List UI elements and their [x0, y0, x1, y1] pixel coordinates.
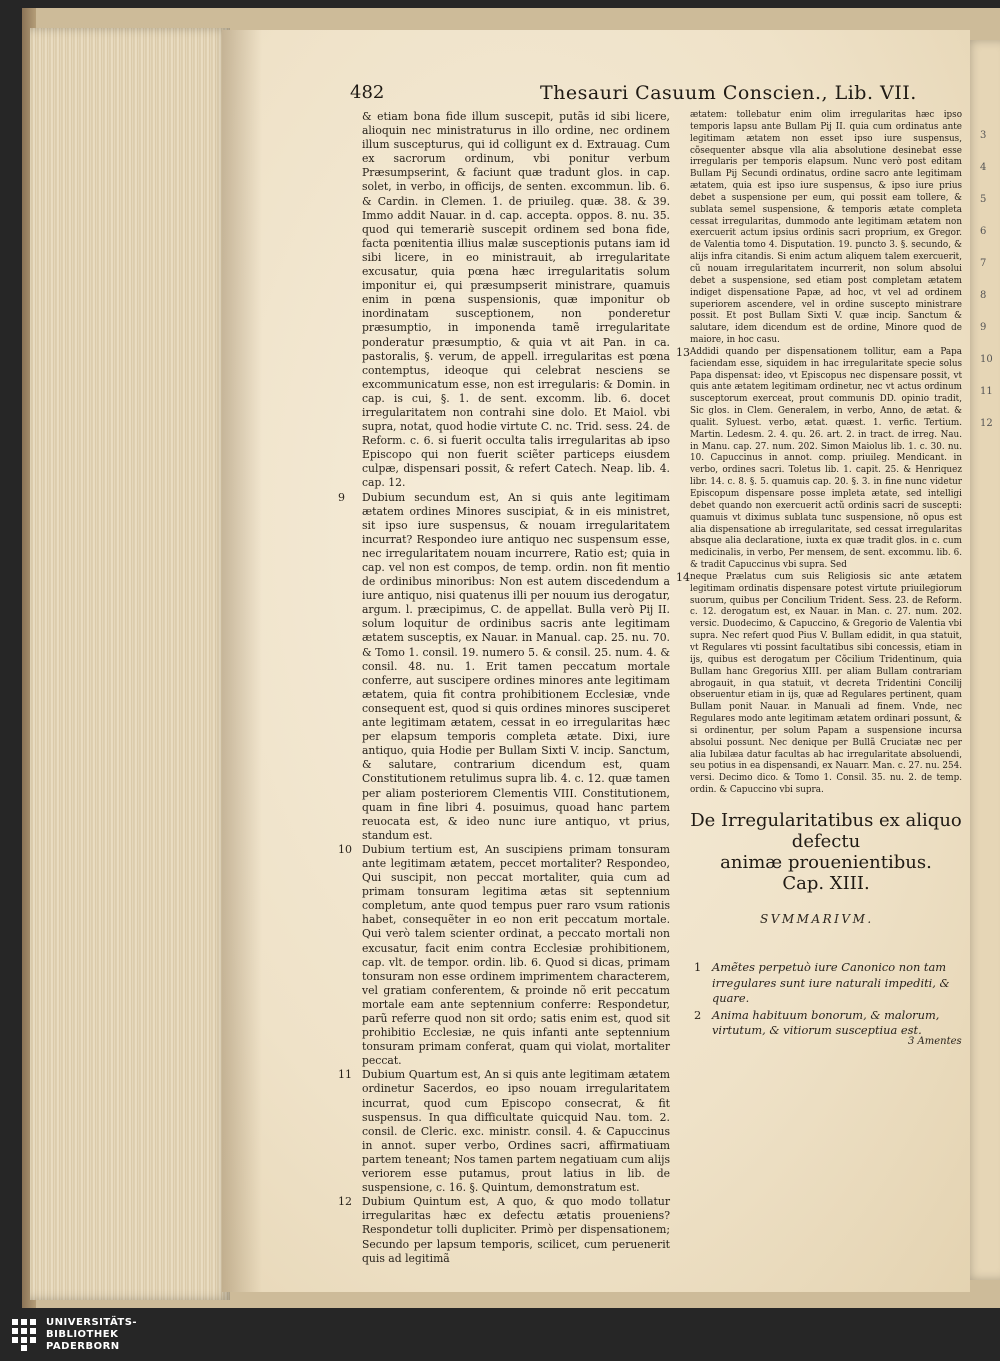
summary-list [694, 960, 962, 1040]
paragraph [676, 345, 962, 572]
summary-number: 2 [694, 1007, 702, 1022]
paragraph-text: Dubium tertium est, An suscipiens primam tonsuram ante legitimam ætatem, peccet mortaliter? Respondeo, Qui suscipit, non peccat mortaliter, quia cum ad primam tonsuram legitima ætas sit septennium completum, ante quod tempus puer raro vsum rationis habet, consequẽter in eo non erit peccatum mortale. Qui verò talem scienter ordinat, a peccato mortali non excusatur, facit enim contra Ecclesiæ prohibitionem, cap. vlt. de tempor. ordin. lib. 6. Quod si dicas, primam tonsuram non esse ordinem imprimentem characterem, vel gratiam conferentem, & proinde nõ erit peccatum mortale eam ante septennium conferre: Respondetur, parũ referre quod non sit ordo; satis enim est, quod sit prohibitio Ecclesiæ, ne quis infanti ante septennium tonsuram primam conferat, quam qui violat, mortaliter peccat. [362, 842, 670, 1068]
gutter-shadow [222, 30, 262, 1292]
page-number: 482 [350, 82, 385, 103]
chapter-title-line-2: animæ prouenientibus. [720, 852, 932, 873]
library-name: UNIVERSITÄTS- BIBLIOTHEK PADERBORN [46, 1317, 138, 1352]
paragraph [338, 490, 670, 843]
paragraph-text: Dubium secundum est, An si quis ante legitimam ætatem ordines Minores suscipiat, & in eis ministret, sit ipso iure suspensus, & nouam irregularitatem incurrat? Respondeo iure antiquo nec suspensum esse, nec irregularitatem nouam incurrere, Ratio est; quia in cap. vel non est compos, de temp. ordin. non fit mentio de ordinibus minoribus: Non est autem discedendum a iure antiquo, nisi quatenus illi per nouum ius derogatur, argum. l. præcipimus, C. de appellat. Bulla verò Pij II. solum loquitur de ordinibus sacris ante legitimam ætatem susceptis, ex Nauar. in Manual. cap. 25. nu. 70. & Tomo 1. consil. 19. numero 5. & consil. 25. num. 4. & consil. 48. nu. 1. Erit tamen peccatum mortale conferre, aut suscipere ordines minores ante legitimam ætatem, quia fit contra prohibitionem Ecclesiæ, vnde consequent est, quod si quis ordines minores susciperet ante legitimam ætatem, cessat in eo irregularitas hæc per elapsum temporis completa ætate. Dixi, iure antiquo, quia Hodie per Bullam Sixti V. incip. Sanctum, & salutare, contrarium dicendum est, quam Constitutionem retulimus supra lib. 4. c. 12. quæ tamen per aliam posteriorem Clementis VIII. Constitutionem, quam in fine libri 4. posuimus, quoad hanc partem reuocata est, & ideo nunc iure antiquo, vt prius, standum est. [362, 490, 670, 842]
margin-number: 9 [338, 490, 345, 504]
paragraph [676, 570, 962, 797]
facing-page-margin-number: 5 [980, 194, 987, 205]
left-column [338, 110, 670, 1266]
chapter-number: Cap. XIII. [782, 873, 870, 894]
summary-text: Amẽtes perpetuò iure Canonico non tam irregulares sunt iure naturali impediti, & quare. [712, 960, 950, 1005]
facing-page-margin-number: 7 [980, 258, 987, 269]
right-column [676, 110, 962, 797]
summary-heading: SVMMARIVM. [760, 912, 874, 926]
paragraph [338, 1068, 670, 1195]
running-title: Thesauri Casuum Conscien., Lib. VII. [540, 82, 917, 104]
margin-number: 10 [338, 842, 352, 856]
catchword: 3 Amentes [908, 1036, 962, 1047]
summary-number: 1 [694, 960, 702, 974]
facing-page-margin-number: 10 [980, 354, 993, 365]
summary-item [694, 1007, 962, 1039]
margin-number: 12 [338, 1195, 352, 1209]
facing-page-margin-number: 9 [980, 322, 987, 333]
margin-number: 11 [338, 1068, 352, 1082]
paragraph-text: Dubium Quartum est, An si quis ante legitimam ætatem ordinetur Sacerdos, eo ipso nouam irregularitatem incurrat, quod cum Episcopo consecrat, & fit suspensus. In qua difficultate quicquid Nau. tom. 2. consil. de Cleric. exc. ministr. consil. 4. & Capuccinus in annot. super verbo, Ordines sacri, affirmatiuam partem teneant; Nos tamen partem negatiuam cum alijs veriorem esse putamus, prout latius in lib. de suspensione, c. 16. §. Quintum, demonstratum est. [362, 1068, 670, 1195]
paragraph [338, 1195, 670, 1265]
paragraph-text: ætatem: tollebatur enim olim irregularitas hæc ipso temporis lapsu ante Bullam Pij II. quia cum ordinatus ante legitimam ætatem non esset ipso iure suspensus, cõsequenter absque vlla alia absolutione desinebat esse irregularis per temporis elapsum. Nunc verò post editam Bullam Pij Secundi ordinatus, ordine sacro ante legitimam ætatem, quia est ipso iure suspensus, & ipso iure prius debet a suspensione per eum, qui possit eam tollere, & sublata semel suspensione, & temporis ætate completa cessat irregularitas, dummodo ante legitimam ætatem non exercuerit actum ipsius ordinis sacri proprium, ex Gregor. de Valentia tomo 4. Disputation. 19. puncto 3. §. secundo, & alijs infra citandis. Si enim actum aliquem talem exercuerit, cũ nouam irregularitatem incurrerit, non solum absolui debet a suspensione, sed etiam post completam ætatem indiget dispensatione Papæ, ad hoc, vt vel ad ordinem superiorem ascendere, vel in ordine suscepto ministrare possit. Et post Bullam Sixti V. quæ incip. Sanctum & salutare, idem dicendum est de ordine, Minore quod de maiore, in hoc casu. [690, 110, 962, 346]
chapter-title [686, 810, 966, 894]
facing-page-margin-number: 4 [980, 162, 987, 173]
facing-page-margin-number: 12 [980, 418, 993, 429]
page-edges [30, 28, 230, 1300]
paragraph [338, 842, 670, 1069]
margin-number: 14 [676, 570, 690, 584]
paragraph-text: neque Prælatus cum suis Religiosis sic ante ætatem legitimam ordinatis dispensare potest virtute priuilegiorum suorum, quibus per Concilium Trident. Sess. 23. de Reform. c. 12. derogatum est, ex Nauar. in Man. c. 27. num. 202. versic. Duodecimo, & Capuccino, & Gregorio de Valentia vbi supra. Nec refert quod Pius V. Bullam edidit, in qua statuit, vt Regulares vti possint facultatibus sibi concessis, etiam in ijs, quibus est derogatum per Cõcilium Tridentinum, quia Bullam hanc Gregorius XIII. per aliam Bullam contrariam abrogauit, in qua statuit, vt decreta Tridentini Concilij obseruentur etiam in ijs, quæ ad Regulares pertinent, quam Bullam ponit Nauar. in Manuali ad finem. Vnde, nec Regulares modo ante legitimam ætatem ordinari possunt, & si ordinentur, per solum Papam a suspensione incursa absolui possunt. Nec denique per Bullã Cruciatæ nec per alia Iubilæa datur facultas ab hac irregularitate absoluendi, seu potius in ea dispensandi, ex Nauarr. Man. c. 27. nu. 254. versi. Decimo dico. & Tomo 1. Consil. 35. nu. 2. de temp. ordin. & Capuccino vbi supra. [690, 571, 962, 796]
paragraph-text: & etiam bona fide illum suscepit, putãs id sibi licere, alioquin nec ministraturus in illo ordine, nec ordinem illum suscepturus, qui id colligunt ex d. Extrauag. Cum ex sacrorum ordinum, vbi ponitur verbum Præsumpserint, & faciunt quæ tradunt glos. in cap. solet, in verbo, in officijs, de senten. excommun. lib. 6. & Cardin. in Clemen. 1. de priuileg. quæ. 38. & 39. Immo addit Nauar. in d. cap. accepta. oppos. 8. nu. 35. quod qui temerariè suscepit ordinem sed bona fide, facta pœnitentia illius malæ susceptionis putans iam id sibi licere, in eo ministrauit, ab irregularitate excusatur, quia pœna hæc irregularitatis solum imponitur ei, qui præsumpserit ministrare, quamuis enim in pœna suspensionis, quæ imponitur ob inordinatam susceptionem, non ponderetur præsumptio, in imponenda tamẽ irregularitate ponderatur præsumptio, & quia vt ait Pan. in ca. pastoralis, §. verum, de appell. irregularitas est pœna contemptus, ideoque qui celebrat nesciens se excommunicatum esse, non est irregularis: & Domin. in cap. is cui, §. 1. de sent. excomm. lib. 6. docet irregularitatem non contrahi sine dolo. Et Maiol. vbi supra, notat, quod hodie virtute C. nc. Trid. sess. 24. de Reform. c. 6. si fuerit occulta talis irregularitas ab ipso Episcopo qui non fuerit sciẽter particeps eiusdem culpæ, dispensari possit, & refert Catech. Neap. lib. 4. cap. 12. [362, 110, 670, 490]
library-logo [12, 1315, 162, 1355]
summary-item [694, 960, 962, 1007]
paragraph-text: Addidi quando per dispensationem tollitur, eam a Papa faciendam esse, siquidem in hac irregularitate specie solus Papa dispensat: ideo, vt Episcopus nec dispensare possit, vt quis ante ætatem legitimam ordinetur, nec vt actus ordinum susceptorum exerceat, prout communis DD. opinio tradit, Sic glos. in Clem. Generalem, in verbo, Anno, de ætat. & qualit. Syluest. verbo, ætat. quæst. 1. verfic. Tertium. Martin. Ledesm. 2. 4. qu. 26. art. 2. in tract. de irreg. Nau. in Manu. cap. 27. num. 202. Simon Maiolus lib. 1. c. 30. nu. 10. Capuccinus in annot. comp. priuileg. Mendicant. in verbo, ordines sacri. Toletus lib. 1. capit. 25. & Henriquez libr. 14. c. 8. §. 5. quamuis cap. 20. §. 3. in fine nunc videtur Episcopum dispensare posse impleta ætate, sed intelligi debet quando non exercuerit actũ ordinis sacri de suscepti: quamuis vt diximus sublata tunc suspensione, nõ opus est alia dispensatione ab irregularitate, sed cessat irregularitas absque alia declaratione, iuxta ex quæ tradit glos. in c. cum medicinalis, in verbo, Per mensem, de sent. excommu. lib. 6. & tradit Capuccinus vbi supra. Sed [690, 346, 962, 571]
chapter-title-line-1: De Irregularitatibus ex aliquo defectu [690, 810, 962, 852]
summary-text: Anima habituum bonorum, & malorum, virtutum, & vitiorum susceptiua est. [712, 1007, 940, 1037]
margin-number: 13 [676, 345, 690, 359]
paragraph [690, 110, 962, 347]
facing-page-margin-number: 8 [980, 290, 987, 301]
library-emblem-icon [12, 1319, 36, 1351]
facing-page-margin-number: 6 [980, 226, 987, 237]
paragraph-text: Dubium Quintum est, A quo, & quo modo tollatur irregularitas hæc ex defectu ætatis proueniens? Respondetur tolli dupliciter. Primò per dispensationem; Secundo per lapsum temporis, scilicet, cum peruenerit quis ad legitimã [362, 1195, 670, 1265]
facing-page-margin-number: 11 [980, 386, 993, 397]
paragraph [362, 110, 670, 491]
facing-page-margin-number: 3 [980, 130, 987, 141]
